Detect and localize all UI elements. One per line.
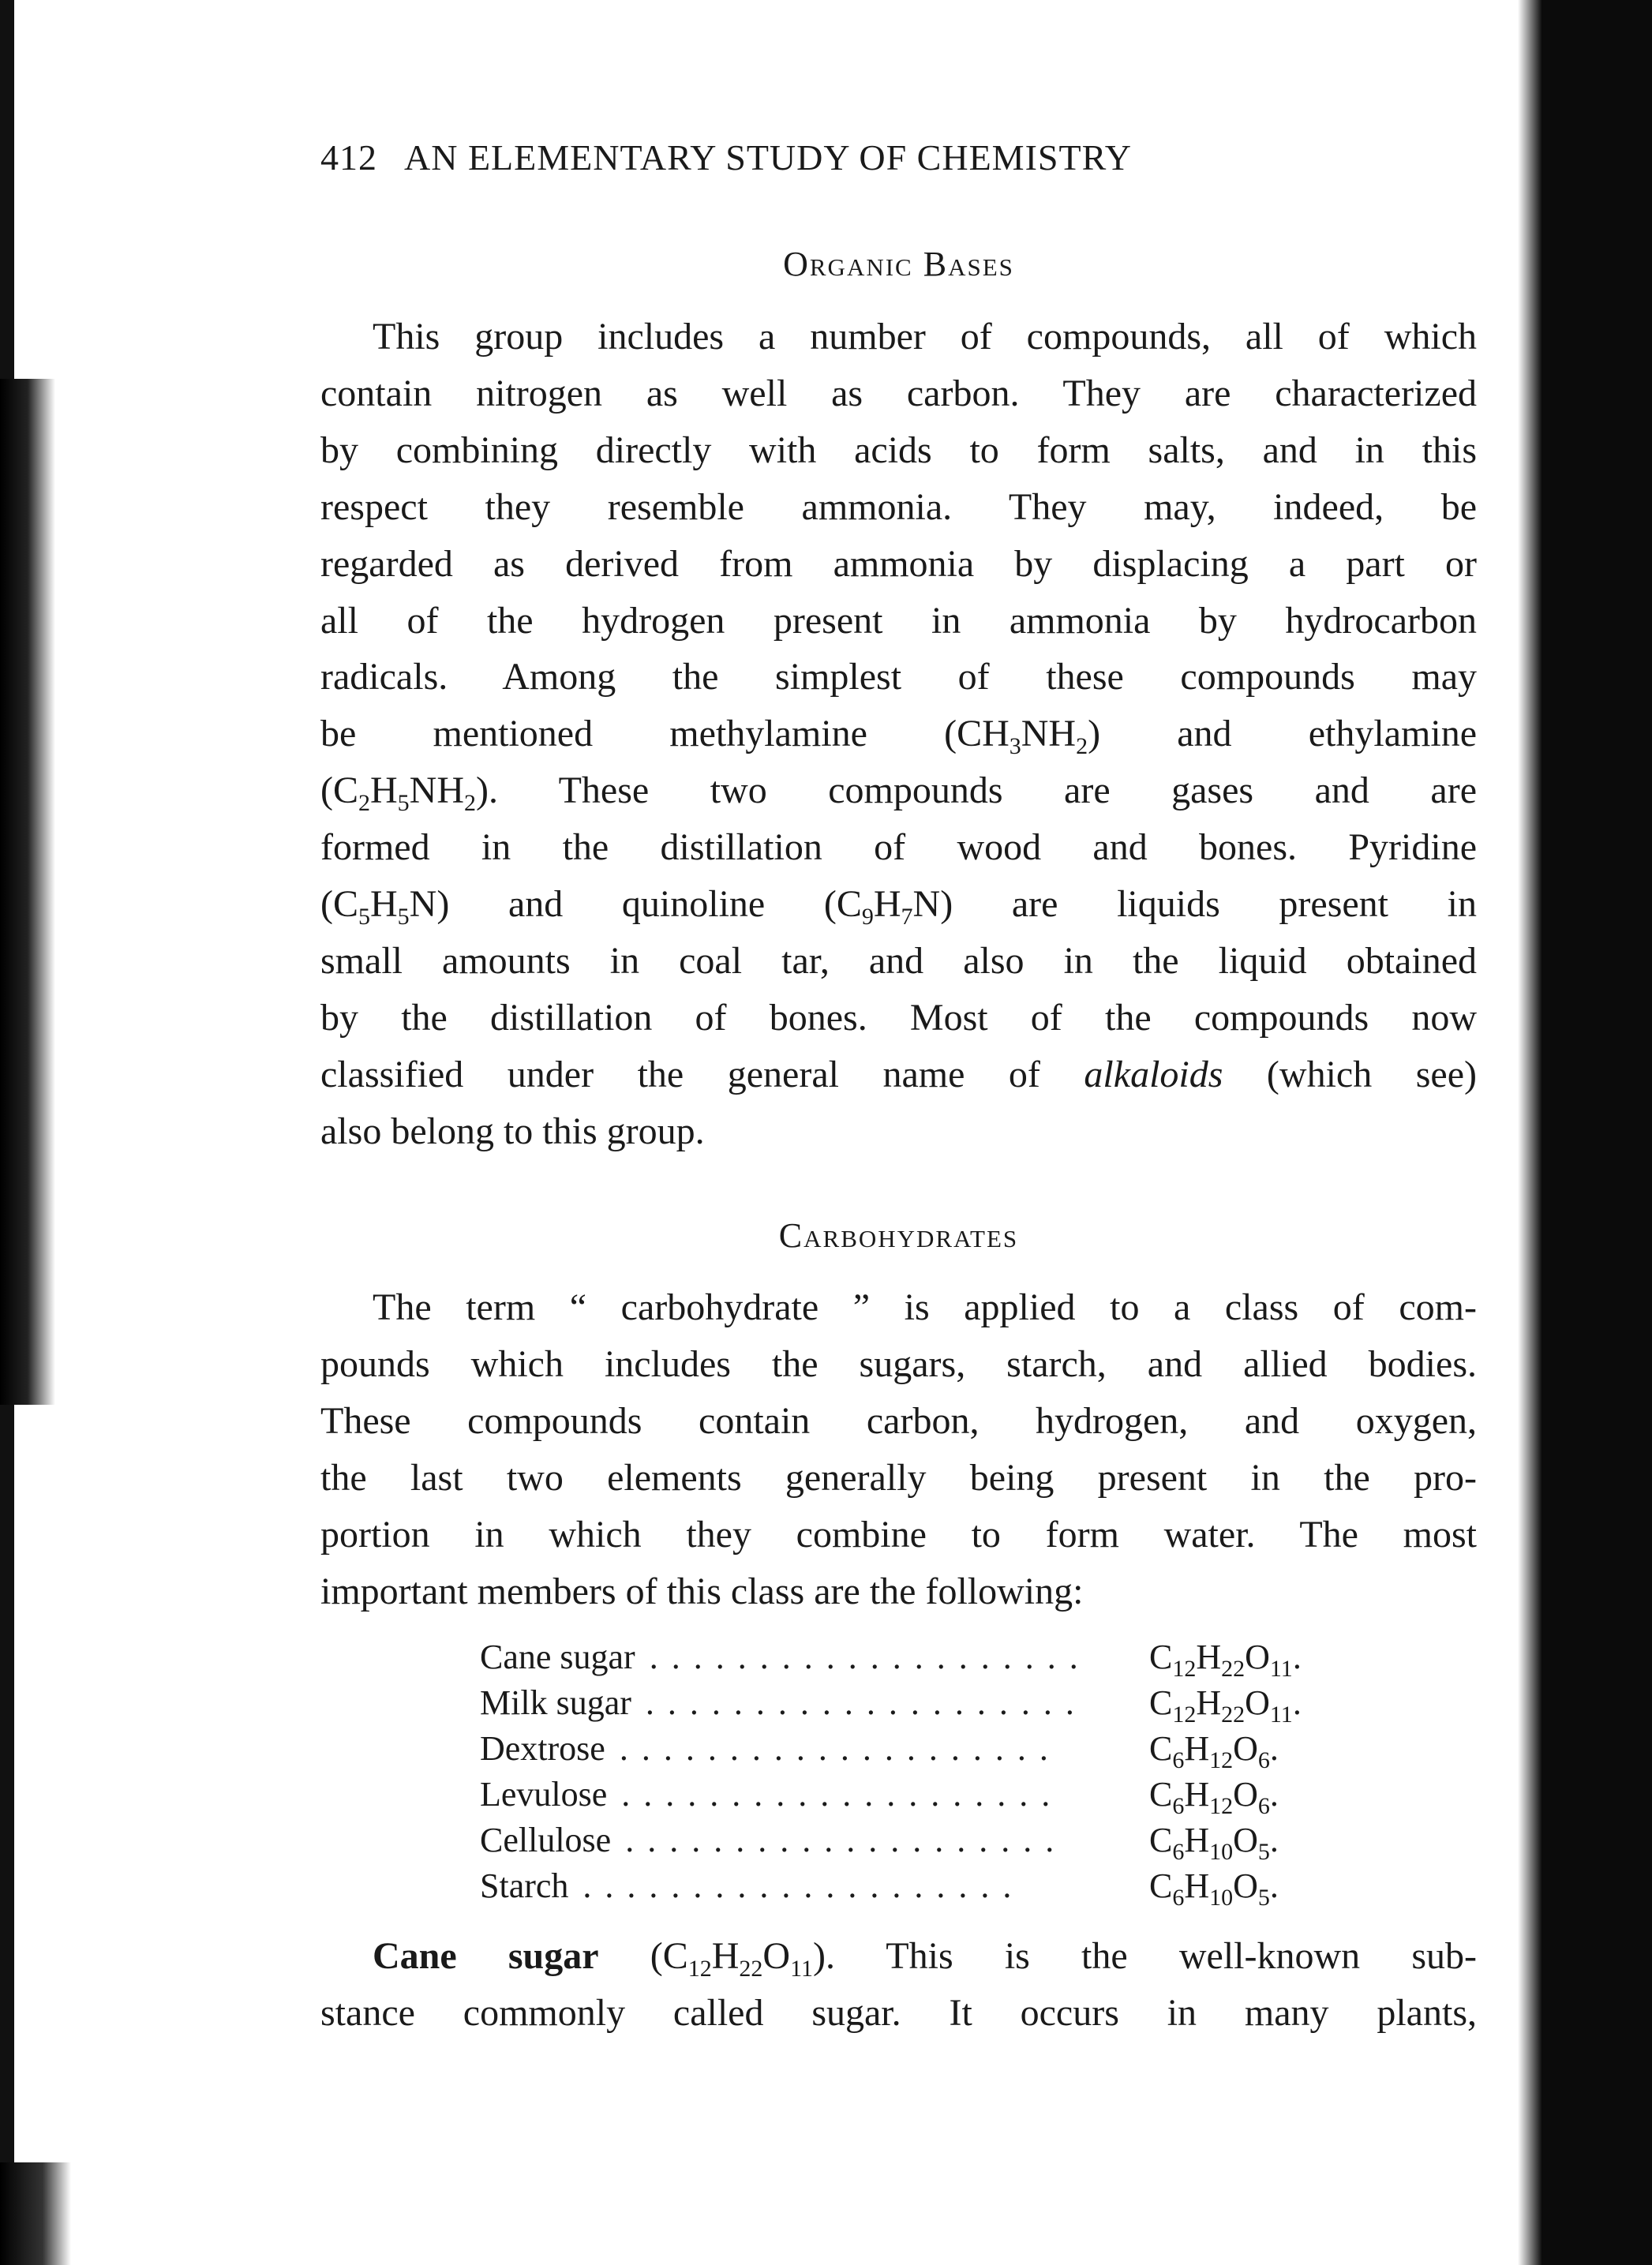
- compound-formula: [1149, 1728, 1279, 1773]
- compound-name: Milk sugar: [480, 1683, 631, 1722]
- compound-name: Dextrose: [480, 1728, 605, 1768]
- subscript: 5: [397, 790, 410, 817]
- subscript: 5: [1257, 1884, 1270, 1911]
- compound-name: Cane sugar: [480, 1638, 635, 1676]
- text-run: stance commonly called sugar. It occurs in many plants,: [320, 1991, 1477, 2034]
- text-run: O: [1233, 1820, 1258, 1859]
- text-run: O: [762, 1935, 791, 1977]
- text-run: classified under the general name of: [320, 1053, 1084, 1095]
- subscript: 12: [1172, 1656, 1197, 1682]
- subscript: 5: [1257, 1838, 1270, 1865]
- scan-edge-right: [1541, 0, 1652, 2265]
- text-run: H: [1184, 1774, 1210, 1814]
- compound-formula: [1149, 1636, 1302, 1682]
- text-run: formed in the distillation of wood and bones. Pyridine: [320, 826, 1477, 869]
- text-run: H: [370, 883, 398, 925]
- text-run: (C: [320, 769, 358, 812]
- text-run: .: [1269, 1774, 1279, 1814]
- subscript: 6: [1257, 1792, 1270, 1819]
- text-run: the last two elements generally being present in the pro-: [320, 1456, 1477, 1499]
- text-run: be mentioned methylamine (CH: [320, 713, 1010, 755]
- text-run: (C: [320, 883, 358, 925]
- subscript: 5: [358, 904, 370, 930]
- scan-shadow-left-bottom: [0, 2162, 71, 2265]
- text-line: [320, 1048, 1477, 1102]
- text-run: NH: [409, 769, 464, 812]
- text-run: The term “ carbohydrate ” is applied to a class of com-: [373, 1286, 1477, 1328]
- text-run: C: [1149, 1866, 1173, 1905]
- text-run: (C: [598, 1935, 688, 1977]
- text-run: C: [1149, 1820, 1173, 1859]
- text-run: ). This is the well-known sub-: [812, 1935, 1478, 1977]
- subscript: 6: [1257, 1746, 1270, 1773]
- text-run: .: [1269, 1820, 1279, 1859]
- text-line: [320, 934, 1477, 988]
- text-run: H: [1196, 1638, 1222, 1676]
- subscript: 6: [1172, 1838, 1185, 1865]
- text-line: [320, 1105, 1477, 1159]
- dot-leader: . . . . . . . . . . . . . . . . . . . .: [621, 1774, 1053, 1814]
- subscript: 11: [790, 1956, 813, 1982]
- text-line: [320, 424, 1477, 477]
- table-row: [480, 1773, 1348, 1819]
- text-line: [320, 1338, 1477, 1391]
- subscript: 22: [739, 1956, 763, 1982]
- table-row: [480, 1728, 1348, 1773]
- text-line: [320, 764, 1477, 818]
- text-run: H: [370, 769, 398, 812]
- text-run: pounds which includes the sugars, starch, and allied bodies.: [320, 1342, 1477, 1385]
- text-line: [320, 650, 1477, 704]
- text-line: [373, 1281, 1477, 1335]
- scan-shadow-right: [1518, 0, 1541, 2265]
- dot-leader: . . . . . . . . . . . . . . . . . . . .: [583, 1866, 1014, 1905]
- subscript: 11: [1269, 1656, 1293, 1682]
- text-run: O: [1245, 1683, 1270, 1722]
- table-row: [480, 1636, 1348, 1682]
- text-run: N) are liquids present in: [912, 883, 1478, 925]
- text-line: [320, 367, 1477, 421]
- running-head: [320, 134, 1354, 182]
- text-run: .: [1292, 1683, 1302, 1722]
- text-run: H: [1184, 1866, 1210, 1905]
- book-title: AN ELEMENTARY STUDY OF CHEMISTRY: [404, 137, 1132, 178]
- subscript: 12: [1172, 1701, 1197, 1728]
- text-run: (which see): [1223, 1053, 1478, 1095]
- text-line: [320, 1986, 1477, 2040]
- text-run: C: [1149, 1728, 1173, 1768]
- text-run: O: [1245, 1638, 1270, 1676]
- compound-name: Levulose: [480, 1774, 608, 1814]
- heading-carbohydrates: Carbohydrates: [778, 1216, 1019, 1255]
- page-number: 412: [320, 137, 377, 178]
- text-run: .: [1269, 1728, 1279, 1768]
- text-run: H: [1184, 1728, 1210, 1768]
- table-row: [480, 1682, 1348, 1728]
- dot-leader: . . . . . . . . . . . . . . . . . . . .: [649, 1638, 1081, 1676]
- text-line: [320, 991, 1477, 1045]
- subscript: 5: [397, 904, 410, 930]
- subscript: 12: [1209, 1746, 1234, 1773]
- text-run: H: [711, 1935, 740, 1977]
- subscript: 11: [1269, 1701, 1293, 1728]
- text-line: [320, 821, 1477, 874]
- compound-name: Cellulose: [480, 1820, 612, 1859]
- text-run: important members of this class are the following:: [320, 1570, 1084, 1612]
- dot-leader: . . . . . . . . . . . . . . . . . . . .: [625, 1820, 1057, 1859]
- subscript: 22: [1221, 1656, 1246, 1682]
- bold-term: Cane sugar: [373, 1935, 599, 1977]
- compound-formula: [1149, 1773, 1279, 1819]
- text-run: C: [1149, 1683, 1173, 1722]
- subscript: 10: [1209, 1884, 1234, 1911]
- text-run: C: [1149, 1638, 1173, 1676]
- compound-formula: [1149, 1819, 1279, 1865]
- text-run: contain nitrogen as well as carbon. They are characterized: [320, 372, 1477, 414]
- text-run: also belong to this group.: [320, 1110, 705, 1152]
- subscript: 12: [1209, 1792, 1234, 1819]
- text-line: [320, 1395, 1477, 1448]
- text-run: .: [1269, 1866, 1279, 1905]
- text-run: by the distillation of bones. Most of the compounds now: [320, 996, 1477, 1039]
- subscript: 12: [687, 1956, 712, 1982]
- table-row: [480, 1819, 1348, 1865]
- subscript: 6: [1172, 1792, 1185, 1819]
- subscript: 2: [1076, 733, 1088, 760]
- subscript: 6: [1172, 1884, 1185, 1911]
- table-row: [480, 1865, 1348, 1911]
- subscript: 9: [861, 904, 874, 930]
- compound-formula: [1149, 1865, 1279, 1911]
- text-line: [320, 1565, 1477, 1619]
- heading-organic-bases: Organic Bases: [783, 245, 1014, 283]
- text-run: C: [1149, 1774, 1173, 1814]
- subscript: 6: [1172, 1746, 1185, 1773]
- compound-name: Starch: [480, 1866, 569, 1905]
- dot-leader: . . . . . . . . . . . . . . . . . . . .: [645, 1683, 1077, 1722]
- text-run: These compounds contain carbon, hydrogen, and oxygen,: [320, 1399, 1477, 1442]
- text-line: [373, 1930, 1477, 1983]
- text-line: [320, 537, 1477, 591]
- text-run: radicals. Among the simplest of these compounds may: [320, 656, 1477, 698]
- text-run: H: [873, 883, 901, 925]
- text-line: [320, 707, 1477, 761]
- subscript: 2: [464, 790, 476, 817]
- text-run: all of the hydrogen present in ammonia by hydrocarbon: [320, 599, 1477, 642]
- text-line: [320, 1451, 1477, 1505]
- text-run: O: [1233, 1728, 1258, 1768]
- text-line: [320, 481, 1477, 534]
- text-run: respect they resemble ammonia. They may, indeed, be: [320, 485, 1477, 528]
- scan-shadow-left: [0, 379, 55, 1405]
- text-run: H: [1184, 1820, 1210, 1859]
- text-line: [320, 1508, 1477, 1562]
- text-line: [320, 594, 1477, 648]
- text-run: small amounts in coal tar, and also in the liquid obtained: [320, 939, 1477, 982]
- text-run: by combining directly with acids to form salts, and in this: [320, 429, 1477, 471]
- text-run: N) and quinoline (C: [409, 883, 862, 925]
- text-run: This group includes a number of compounds, all of which: [373, 316, 1477, 358]
- compound-formula: [1149, 1682, 1302, 1728]
- subscript: 22: [1221, 1701, 1246, 1728]
- text-run: O: [1233, 1866, 1258, 1905]
- italic-term: alkaloids: [1084, 1053, 1223, 1095]
- text-run: O: [1233, 1774, 1258, 1814]
- text-run: ) and ethylamine: [1088, 713, 1477, 755]
- text-line: [320, 878, 1477, 931]
- text-run: .: [1292, 1638, 1302, 1676]
- text-run: regarded as derived from ammonia by displacing a part or: [320, 542, 1477, 585]
- text-run: NH: [1021, 713, 1077, 755]
- text-run: H: [1196, 1683, 1222, 1722]
- subscript: 7: [901, 904, 913, 930]
- text-run: portion in which they combine to form water. The most: [320, 1513, 1477, 1556]
- text-line: [373, 310, 1477, 364]
- text-run: ). These two compounds are gases and are: [476, 769, 1477, 812]
- dot-leader: . . . . . . . . . . . . . . . . . . . .: [619, 1728, 1051, 1768]
- subscript: 2: [358, 790, 370, 817]
- subscript: 3: [1009, 733, 1021, 760]
- subscript: 10: [1209, 1838, 1234, 1865]
